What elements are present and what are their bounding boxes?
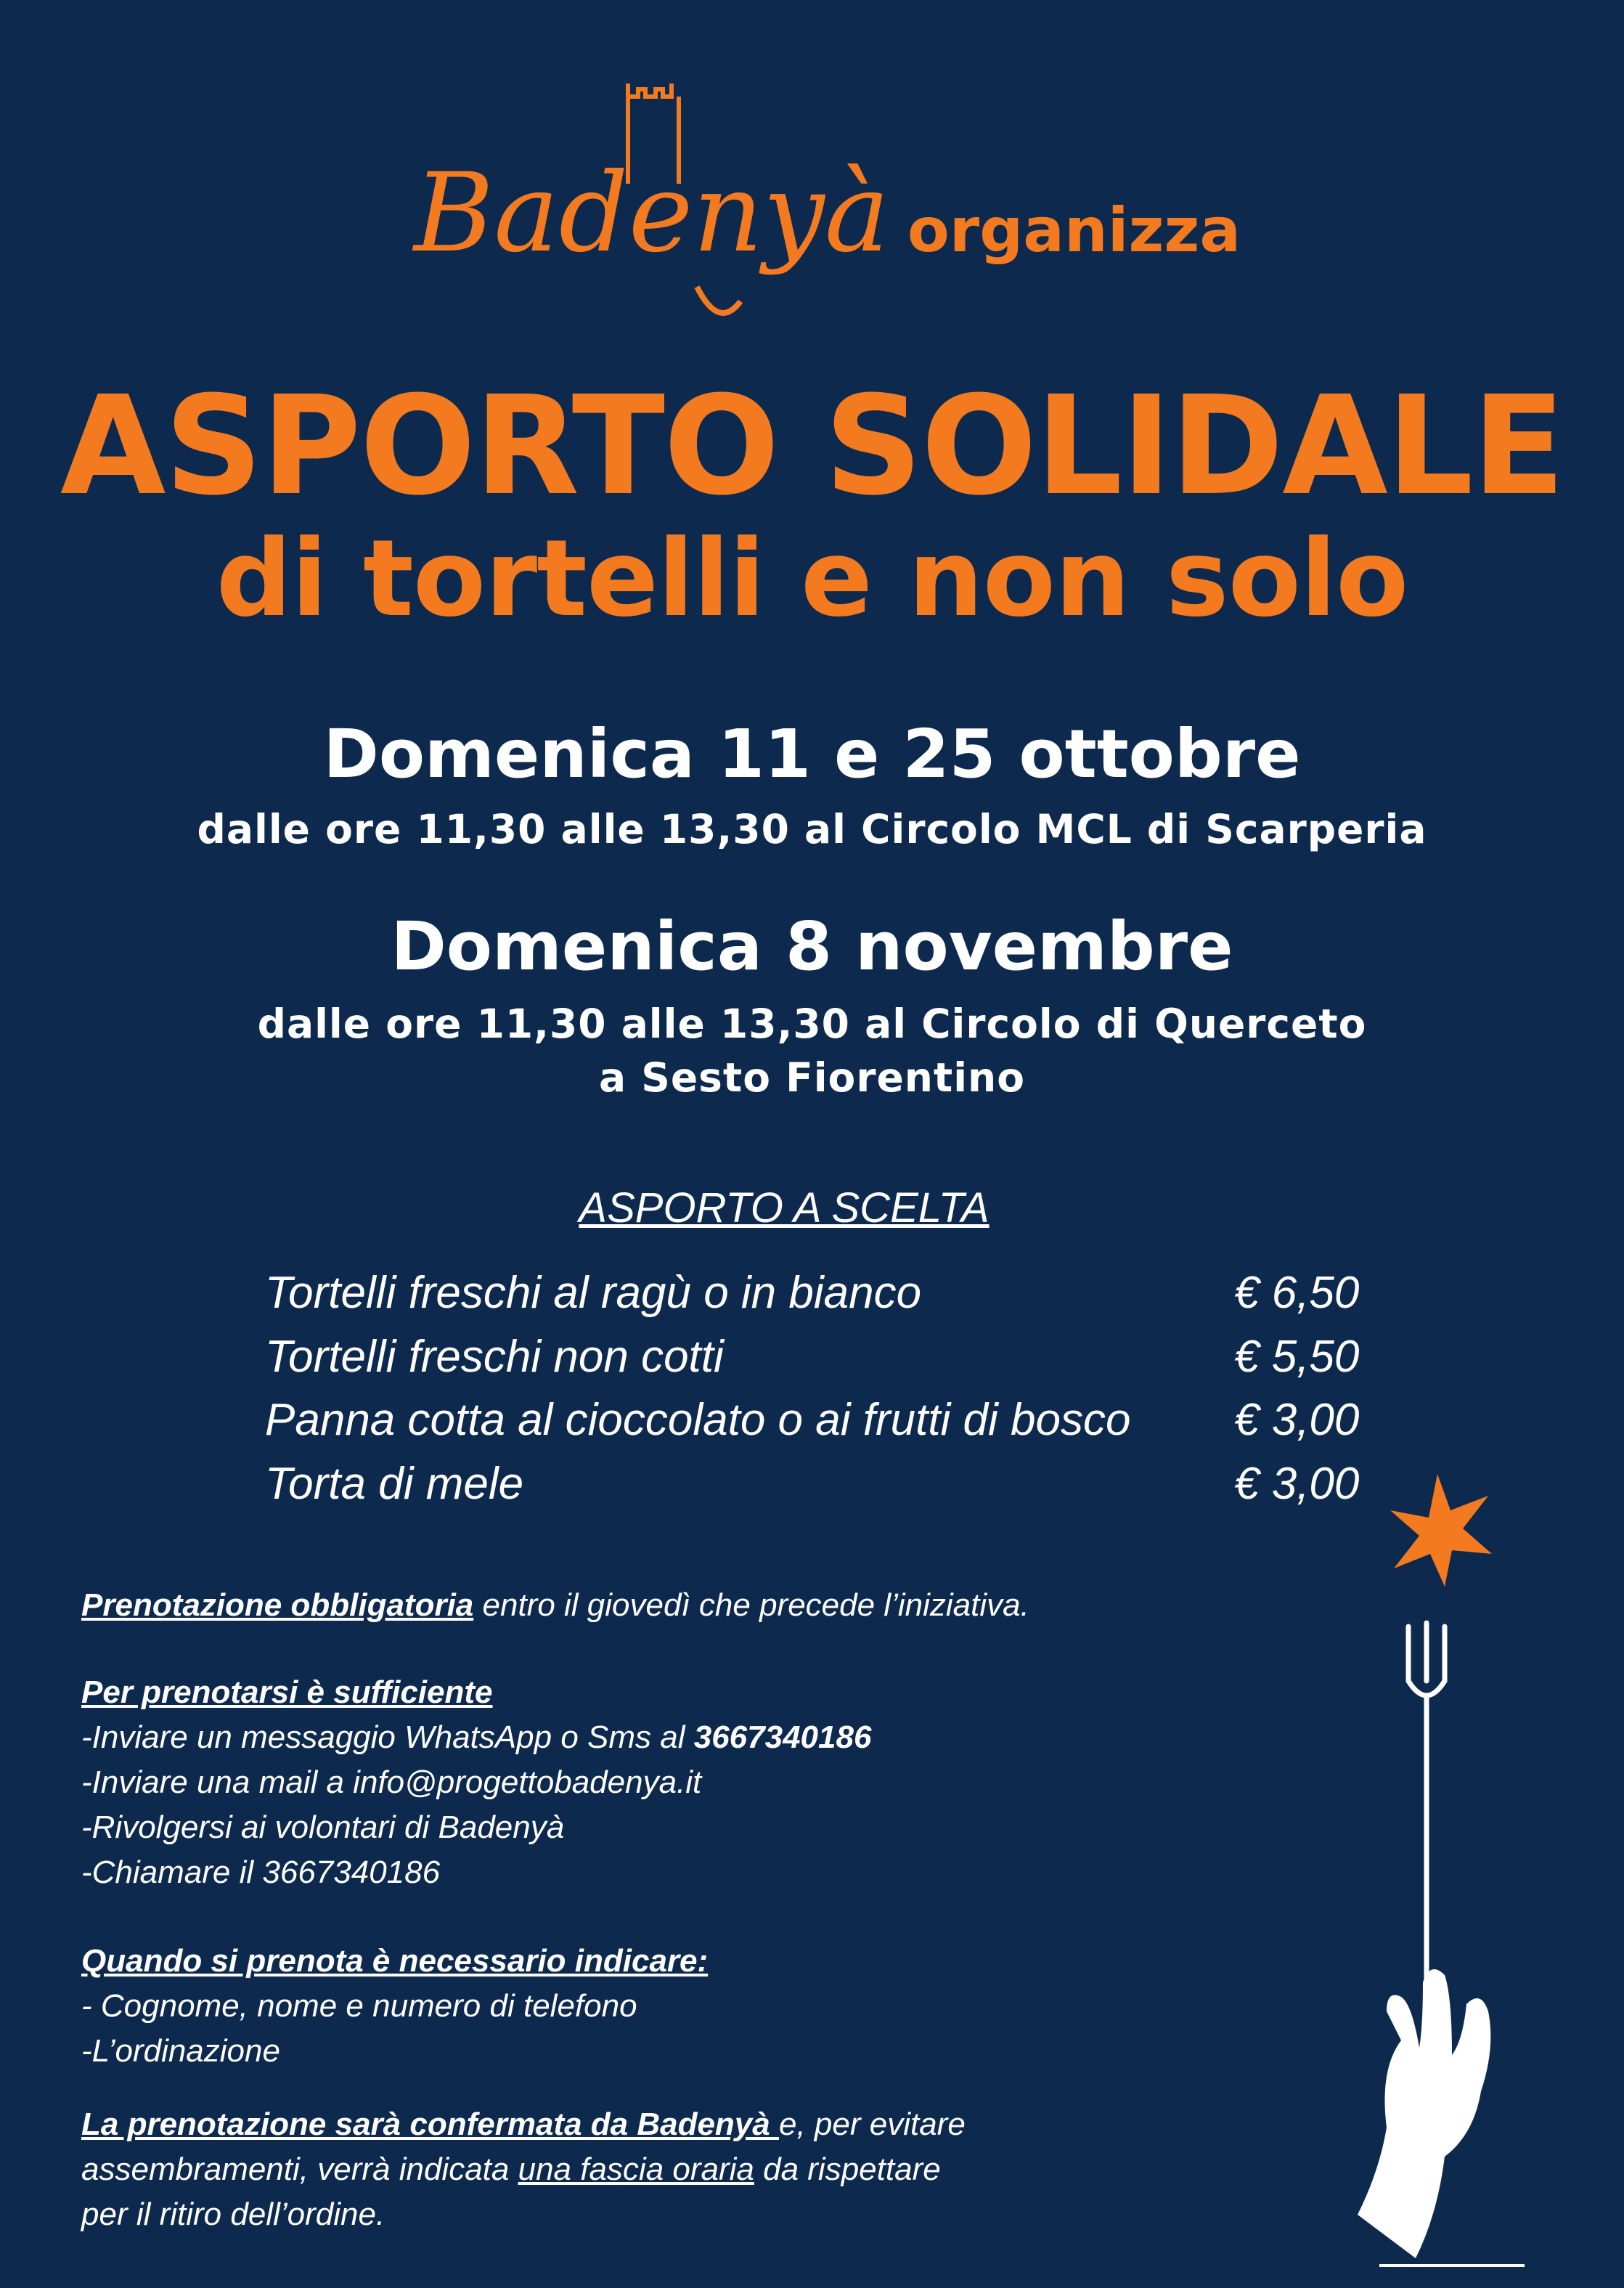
- booking-confirm-section: La prenotazione sarà confermata da Badenyà e, per evitare assembramenti, verrà indicata una fascia oraria da rispettare per il ritiro dell’ordine.: [81, 2106, 966, 2232]
- booking-how-item: -Rivolgersi ai volontari di Badenyà: [81, 1809, 565, 1845]
- booking-required-item: - Cognome, nome e numero di telefono: [81, 1988, 637, 2024]
- svg-text:Badenyà: Badenyà: [414, 150, 890, 277]
- event-1-details: dalle ore 11,30 alle 13,30 al Circolo MCL di Scarperia: [197, 806, 1427, 852]
- menu-item: [265, 1394, 1368, 1458]
- booking-required-item: -L’ordinazione: [81, 2033, 280, 2069]
- hand-fork-icon: [1350, 1459, 1568, 2273]
- booking-mandatory-label: Prenotazione obbligatoria: [81, 1587, 474, 1623]
- menu-item: [265, 1331, 1368, 1395]
- badenya-logo: [407, 69, 900, 345]
- booking-how-item: -Chiamare il 3667340186: [81, 1855, 441, 1890]
- phone-number: 3667340186: [693, 1719, 872, 1755]
- time-slot-text: una fascia oraria: [518, 2151, 754, 2187]
- main-title: ASPORTO SOLIDALE: [60, 367, 1564, 526]
- event-2-details-line1: dalle ore 11,30 alle 13,30 al Circolo di Querceto: [257, 1001, 1367, 1047]
- booking-required-section: [81, 1939, 1156, 2074]
- event-2-date: Domenica 8 novembre: [391, 908, 1233, 985]
- menu-item-price: € 5,50: [1234, 1332, 1360, 1382]
- booking-mandatory: [81, 1583, 1156, 1628]
- menu-heading: ASPORTO A SCELTA: [579, 1184, 990, 1231]
- menu-item-name: Tortelli freschi non cotti: [265, 1332, 724, 1382]
- booking-mandatory-text: entro il giovedì che precede l’iniziativa.: [473, 1587, 1029, 1623]
- booking-how-item: -Inviare una mail a info@progettobadenya.it: [81, 1764, 702, 1800]
- event-2-details-line2: a Sesto Fiorentino: [598, 1054, 1025, 1101]
- event-1-date: Domenica 11 e 25 ottobre: [323, 715, 1301, 793]
- booking-confirm-label: La prenotazione sarà confermata da Badenyà: [81, 2106, 779, 2142]
- menu-item-price: € 3,00: [1234, 1459, 1360, 1509]
- booking-required-heading: Quando si prenota è necessario indicare:: [81, 1943, 709, 1979]
- menu-item-name: Tortelli freschi al ragù o in bianco: [265, 1268, 922, 1318]
- booking-how-item: -Inviare un messaggio WhatsApp o Sms al 3667340186: [81, 1719, 872, 1755]
- menu-item-name: Torta di mele: [265, 1459, 524, 1509]
- subtitle: di tortelli e non solo: [216, 517, 1408, 640]
- menu-item-price: € 6,50: [1234, 1268, 1360, 1318]
- menu-item: [265, 1267, 1368, 1331]
- star-icon: [1390, 1474, 1492, 1587]
- booking-how-heading: Per prenotarsi è sufficiente: [81, 1674, 493, 1710]
- menu-item: [265, 1458, 1368, 1522]
- organizza-text: organizza: [907, 195, 1241, 266]
- menu-item-name: Panna cotta al cioccolato o ai frutti di bosco: [265, 1395, 1131, 1445]
- booking-how-section: [81, 1670, 1156, 1895]
- menu-item-price: € 3,00: [1234, 1395, 1360, 1445]
